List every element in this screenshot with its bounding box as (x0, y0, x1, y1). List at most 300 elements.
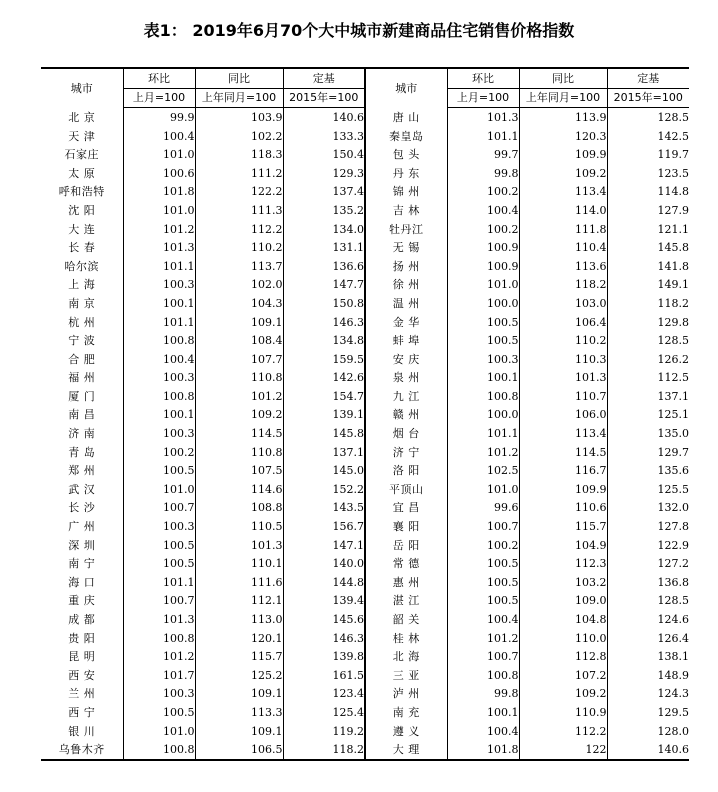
fixed-cell: 114.8 (607, 183, 689, 202)
fixed-cell: 118.2 (283, 740, 365, 760)
fixed-cell: 133.3 (283, 127, 365, 146)
mom-cell: 100.5 (123, 536, 195, 555)
mom-cell: 101.2 (447, 629, 519, 648)
mom-cell: 101.3 (123, 238, 195, 257)
yoy-cell: 107.5 (195, 461, 283, 480)
fixed-cell: 127.9 (607, 201, 689, 220)
yoy-cell: 102.2 (195, 127, 283, 146)
mom-cell: 100.5 (123, 703, 195, 722)
mom-cell: 100.8 (123, 740, 195, 760)
city-name-cell: 遵 义 (365, 722, 447, 741)
fixed-cell: 145.8 (607, 238, 689, 257)
yoy-cell: 112.2 (195, 220, 283, 239)
fixed-cell: 147.7 (283, 276, 365, 295)
yoy-cell: 116.7 (519, 461, 607, 480)
city-name-cell: 秦皇岛 (365, 127, 447, 146)
mom-cell: 100.8 (123, 629, 195, 648)
yoy-cell: 113.3 (195, 703, 283, 722)
city-name-cell: 惠 州 (365, 573, 447, 592)
table-row (41, 685, 689, 704)
mom-cell: 102.5 (447, 461, 519, 480)
mom-cell: 100.2 (447, 183, 519, 202)
city-name-cell: 杭 州 (68, 315, 96, 329)
fixed-cell: 140.0 (283, 554, 365, 573)
fixed-cell: 154.7 (283, 387, 365, 406)
city-name-cell: 宁 波 (68, 334, 96, 348)
yoy-cell: 111.3 (195, 201, 283, 220)
city-name-cell: 蚌 埠 (365, 331, 447, 350)
city-name-cell: 乌鲁木齐 (41, 740, 123, 760)
city-name-cell: 烟 台 (365, 424, 447, 443)
mom-cell: 100.1 (447, 369, 519, 388)
table-row (41, 461, 689, 480)
table-row (41, 220, 689, 239)
fixed-cell: 136.8 (607, 573, 689, 592)
yoy-cell: 111.8 (519, 220, 607, 239)
yoy-cell: 114.6 (195, 480, 283, 499)
table-title: 表1： 2019年6月70个大中城市新建商品住宅销售价格指数 (143, 21, 575, 40)
fixed-cell: 123.4 (283, 685, 365, 704)
mom-cell: 101.0 (447, 480, 519, 499)
fixed-cell: 128.5 (607, 108, 689, 127)
header-city: 城市 (365, 68, 447, 108)
header-mom-base: 上月=100 (123, 88, 195, 108)
city-name-cell: 牡丹江 (365, 220, 447, 239)
fixed-cell: 136.6 (283, 257, 365, 276)
table-row (41, 331, 689, 350)
city-name-cell: 泉 州 (365, 369, 447, 388)
mom-cell: 100.4 (447, 722, 519, 741)
table-body (41, 108, 689, 760)
mom-cell: 101.1 (447, 424, 519, 443)
yoy-cell: 111.6 (195, 573, 283, 592)
yoy-cell: 109.1 (195, 313, 283, 332)
city-name-cell: 赣 州 (365, 406, 447, 425)
mom-cell: 101.3 (123, 610, 195, 629)
table-row (41, 480, 689, 499)
table-row (41, 387, 689, 406)
fixed-cell: 129.3 (283, 164, 365, 183)
table-header (41, 68, 689, 108)
yoy-cell: 104.9 (519, 536, 607, 555)
header-fixed-base: 2015年=100 (607, 88, 689, 108)
fixed-cell: 128.5 (607, 331, 689, 350)
fixed-cell: 132.0 (607, 499, 689, 518)
table-row (41, 722, 689, 741)
table-row (41, 629, 689, 648)
mom-cell: 101.2 (123, 647, 195, 666)
mom-cell: 101.2 (447, 443, 519, 462)
city-name-cell: 贵 阳 (68, 631, 96, 645)
yoy-cell: 112.1 (195, 592, 283, 611)
mom-cell: 101.1 (123, 573, 195, 592)
header-yoy: 同比 (195, 68, 283, 88)
table-row (41, 127, 689, 146)
city-name-cell: 兰 州 (68, 687, 96, 701)
mom-cell: 100.2 (447, 536, 519, 555)
table-row (41, 350, 689, 369)
mom-cell: 100.1 (123, 294, 195, 313)
mom-cell: 101.0 (447, 276, 519, 295)
fixed-cell: 135.6 (607, 461, 689, 480)
mom-cell: 100.5 (447, 573, 519, 592)
fixed-cell: 128.0 (607, 722, 689, 741)
city-name-cell: 宜 昌 (365, 499, 447, 518)
mom-cell: 101.2 (123, 220, 195, 239)
city-name-cell: 南 昌 (68, 408, 96, 422)
yoy-cell: 110.2 (195, 238, 283, 257)
table-row (41, 554, 689, 573)
yoy-cell: 113.6 (519, 257, 607, 276)
city-name-cell: 青 岛 (68, 445, 96, 459)
city-name-cell: 济 宁 (365, 443, 447, 462)
city-name-cell: 呼和浩特 (58, 185, 105, 199)
header-mom-base: 上月=100 (447, 88, 519, 108)
yoy-cell: 101.3 (195, 536, 283, 555)
fixed-cell: 146.3 (283, 313, 365, 332)
city-name-cell: 太 原 (68, 166, 96, 180)
mom-cell: 99.6 (447, 499, 519, 518)
fixed-cell: 123.5 (607, 164, 689, 183)
yoy-cell: 109.1 (195, 685, 283, 704)
yoy-cell: 109.9 (519, 480, 607, 499)
yoy-cell: 113.4 (519, 183, 607, 202)
fixed-cell: 156.7 (283, 517, 365, 536)
yoy-cell: 101.3 (519, 369, 607, 388)
mom-cell: 100.0 (447, 294, 519, 313)
mom-cell: 100.5 (123, 554, 195, 573)
mom-cell: 100.8 (123, 387, 195, 406)
mom-cell: 100.5 (447, 331, 519, 350)
fixed-cell: 125.5 (607, 480, 689, 499)
mom-cell: 100.1 (123, 406, 195, 425)
fixed-cell: 139.4 (283, 592, 365, 611)
mom-cell: 100.3 (123, 276, 195, 295)
mom-cell: 100.4 (447, 201, 519, 220)
yoy-cell: 101.2 (195, 387, 283, 406)
yoy-cell: 109.9 (519, 145, 607, 164)
city-name-cell: 安 庆 (365, 350, 447, 369)
city-name-cell: 天 津 (68, 129, 96, 143)
city-name-cell: 成 都 (68, 613, 96, 627)
city-name-cell: 武 汉 (68, 482, 96, 496)
table-row (41, 740, 689, 760)
mom-cell: 100.2 (447, 220, 519, 239)
yoy-cell: 109.2 (519, 685, 607, 704)
yoy-cell: 110.2 (519, 331, 607, 350)
fixed-cell: 139.1 (283, 406, 365, 425)
fixed-cell: 142.6 (283, 369, 365, 388)
fixed-cell: 127.8 (607, 517, 689, 536)
fixed-cell: 122.9 (607, 536, 689, 555)
yoy-cell: 108.8 (195, 499, 283, 518)
table-row (41, 610, 689, 629)
table-row (41, 647, 689, 666)
yoy-cell: 106.0 (519, 406, 607, 425)
fixed-cell: 140.6 (607, 740, 689, 760)
city-name-cell: 北 京 (68, 110, 96, 124)
table-row (41, 276, 689, 295)
mom-cell: 100.8 (447, 666, 519, 685)
city-name-cell: 深 圳 (68, 538, 96, 552)
yoy-cell: 125.2 (195, 666, 283, 685)
city-name-cell: 西 宁 (68, 705, 96, 719)
mom-cell: 101.0 (123, 201, 195, 220)
city-name-cell: 济 南 (68, 427, 96, 441)
table-row (41, 499, 689, 518)
mom-cell: 100.3 (123, 424, 195, 443)
yoy-cell: 110.5 (195, 517, 283, 536)
fixed-cell: 161.5 (283, 666, 365, 685)
header-yoy-base: 上年同月=100 (519, 88, 607, 108)
yoy-cell: 103.2 (519, 573, 607, 592)
mom-cell: 99.7 (447, 145, 519, 164)
yoy-cell: 110.1 (195, 554, 283, 573)
fixed-cell: 159.5 (283, 350, 365, 369)
yoy-cell: 113.9 (519, 108, 607, 127)
yoy-cell: 122 (519, 740, 607, 760)
table-row (41, 313, 689, 332)
price-index-table (41, 67, 689, 761)
fixed-cell: 141.8 (607, 257, 689, 276)
fixed-cell: 131.1 (283, 238, 365, 257)
city-name-cell: 石家庄 (64, 148, 99, 162)
fixed-cell: 152.2 (283, 480, 365, 499)
city-name-cell: 桂 林 (365, 629, 447, 648)
yoy-cell: 110.8 (195, 369, 283, 388)
table-row (41, 164, 689, 183)
city-name-cell: 北 海 (365, 647, 447, 666)
yoy-cell: 112.8 (519, 647, 607, 666)
yoy-cell: 110.8 (195, 443, 283, 462)
city-name-cell: 福 州 (68, 371, 96, 385)
yoy-cell: 113.4 (519, 424, 607, 443)
mom-cell: 99.9 (123, 108, 195, 127)
mom-cell: 101.7 (123, 666, 195, 685)
yoy-cell: 109.2 (519, 164, 607, 183)
fixed-cell: 135.0 (607, 424, 689, 443)
table-row (41, 201, 689, 220)
city-name-cell: 金 华 (365, 313, 447, 332)
fixed-cell: 137.1 (283, 443, 365, 462)
table-row (41, 294, 689, 313)
fixed-cell: 139.8 (283, 647, 365, 666)
fixed-cell: 138.1 (607, 647, 689, 666)
yoy-cell: 104.8 (519, 610, 607, 629)
city-name-cell: 合 肥 (68, 352, 96, 366)
yoy-cell: 113.0 (195, 610, 283, 629)
fixed-cell: 143.5 (283, 499, 365, 518)
yoy-cell: 114.0 (519, 201, 607, 220)
mom-cell: 100.5 (447, 554, 519, 573)
fixed-cell: 124.3 (607, 685, 689, 704)
fixed-cell: 126.2 (607, 350, 689, 369)
mom-cell: 101.1 (447, 127, 519, 146)
city-name-cell: 吉 林 (365, 201, 447, 220)
mom-cell: 100.5 (447, 592, 519, 611)
city-name-cell: 韶 关 (365, 610, 447, 629)
table-row (41, 406, 689, 425)
yoy-cell: 113.7 (195, 257, 283, 276)
fixed-cell: 150.4 (283, 145, 365, 164)
table-row (41, 145, 689, 164)
mom-cell: 99.8 (447, 685, 519, 704)
header-fixed: 定基 (607, 68, 689, 88)
fixed-cell: 145.8 (283, 424, 365, 443)
city-name-cell: 哈尔滨 (64, 259, 99, 273)
city-name-cell: 南 充 (365, 703, 447, 722)
mom-cell: 100.5 (447, 313, 519, 332)
yoy-cell: 114.5 (195, 424, 283, 443)
city-name-cell: 西 安 (68, 668, 96, 682)
table-row (41, 703, 689, 722)
table-row (41, 536, 689, 555)
mom-cell: 100.1 (447, 703, 519, 722)
fixed-cell: 142.5 (607, 127, 689, 146)
fixed-cell: 145.6 (283, 610, 365, 629)
fixed-cell: 149.1 (607, 276, 689, 295)
yoy-cell: 103.9 (195, 108, 283, 127)
header-mom: 环比 (447, 68, 519, 88)
mom-cell: 101.1 (123, 257, 195, 276)
mom-cell: 100.7 (123, 592, 195, 611)
fixed-cell: 112.5 (607, 369, 689, 388)
yoy-cell: 109.2 (195, 406, 283, 425)
yoy-cell: 120.3 (519, 127, 607, 146)
fixed-cell: 126.4 (607, 629, 689, 648)
mom-cell: 100.8 (123, 331, 195, 350)
yoy-cell: 110.7 (519, 387, 607, 406)
city-name-cell: 昆 明 (68, 650, 96, 664)
city-name-cell: 徐 州 (365, 276, 447, 295)
city-name-cell: 海 口 (68, 575, 96, 589)
mom-cell: 99.8 (447, 164, 519, 183)
city-name-cell: 洛 阳 (365, 461, 447, 480)
city-name-cell: 长 春 (68, 241, 96, 255)
mom-cell: 100.7 (447, 517, 519, 536)
yoy-cell: 115.7 (519, 517, 607, 536)
fixed-cell: 150.8 (283, 294, 365, 313)
fixed-cell: 145.0 (283, 461, 365, 480)
fixed-cell: 118.2 (607, 294, 689, 313)
table-row (41, 573, 689, 592)
mom-cell: 100.3 (447, 350, 519, 369)
mom-cell: 101.1 (123, 313, 195, 332)
fixed-cell: 146.3 (283, 629, 365, 648)
mom-cell: 101.8 (123, 183, 195, 202)
city-name-cell: 九 江 (365, 387, 447, 406)
yoy-cell: 110.4 (519, 238, 607, 257)
yoy-cell: 110.6 (519, 499, 607, 518)
mom-cell: 101.0 (123, 145, 195, 164)
yoy-cell: 120.1 (195, 629, 283, 648)
city-name-cell: 扬 州 (365, 257, 447, 276)
yoy-cell: 109.1 (195, 722, 283, 741)
fixed-cell: 148.9 (607, 666, 689, 685)
mom-cell: 100.4 (447, 610, 519, 629)
city-name-cell: 银 川 (68, 724, 96, 738)
mom-cell: 101.0 (123, 480, 195, 499)
yoy-cell: 106.4 (519, 313, 607, 332)
city-name-cell: 温 州 (365, 294, 447, 313)
city-name-cell: 泸 州 (365, 685, 447, 704)
fixed-cell: 127.2 (607, 554, 689, 573)
mom-cell: 100.9 (447, 238, 519, 257)
fixed-cell: 137.1 (607, 387, 689, 406)
mom-cell: 100.8 (447, 387, 519, 406)
yoy-cell: 104.3 (195, 294, 283, 313)
header-yoy: 同比 (519, 68, 607, 88)
yoy-cell: 115.7 (195, 647, 283, 666)
fixed-cell: 144.8 (283, 573, 365, 592)
table-row (41, 666, 689, 685)
city-name-cell: 大 理 (365, 740, 447, 760)
city-name-cell: 大 连 (68, 222, 96, 236)
city-name-cell: 平顶山 (365, 480, 447, 499)
fixed-cell: 135.2 (283, 201, 365, 220)
mom-cell: 100.6 (123, 164, 195, 183)
yoy-cell: 118.3 (195, 145, 283, 164)
mom-cell: 100.7 (447, 647, 519, 666)
mom-cell: 100.7 (123, 499, 195, 518)
fixed-cell: 134.0 (283, 220, 365, 239)
fixed-cell: 134.8 (283, 331, 365, 350)
fixed-cell: 119.7 (607, 145, 689, 164)
city-name-cell: 厦 门 (68, 389, 96, 403)
fixed-cell: 125.4 (283, 703, 365, 722)
city-name-cell: 长 沙 (68, 501, 96, 515)
fixed-cell: 125.1 (607, 406, 689, 425)
fixed-cell: 129.7 (607, 443, 689, 462)
city-name-cell: 上 海 (68, 278, 96, 292)
header-mom: 环比 (123, 68, 195, 88)
mom-cell: 100.9 (447, 257, 519, 276)
fixed-cell: 128.5 (607, 592, 689, 611)
table-row (41, 238, 689, 257)
header-city: 城市 (41, 68, 123, 108)
table-row (41, 108, 689, 127)
city-name-cell: 襄 阳 (365, 517, 447, 536)
yoy-cell: 107.7 (195, 350, 283, 369)
city-name-cell: 唐 山 (365, 108, 447, 127)
yoy-cell: 109.0 (519, 592, 607, 611)
city-name-cell: 岳 阳 (365, 536, 447, 555)
mom-cell: 101.3 (447, 108, 519, 127)
header-fixed-base: 2015年=100 (283, 88, 365, 108)
yoy-cell: 102.0 (195, 276, 283, 295)
mom-cell: 100.3 (123, 517, 195, 536)
yoy-cell: 110.3 (519, 350, 607, 369)
table-row (41, 183, 689, 202)
fixed-cell: 137.4 (283, 183, 365, 202)
city-name-cell: 南 京 (68, 296, 96, 310)
table-row (41, 424, 689, 443)
yoy-cell: 122.2 (195, 183, 283, 202)
yoy-cell: 107.2 (519, 666, 607, 685)
fixed-cell: 129.8 (607, 313, 689, 332)
mom-cell: 100.5 (123, 461, 195, 480)
mom-cell: 100.4 (123, 127, 195, 146)
fixed-cell: 129.5 (607, 703, 689, 722)
mom-cell: 100.0 (447, 406, 519, 425)
fixed-cell: 147.1 (283, 536, 365, 555)
yoy-cell: 108.4 (195, 331, 283, 350)
yoy-cell: 114.5 (519, 443, 607, 462)
city-name-cell: 南 宁 (68, 557, 96, 571)
city-name-cell: 沈 阳 (68, 203, 96, 217)
mom-cell: 100.2 (123, 443, 195, 462)
city-name-cell: 三 亚 (365, 666, 447, 685)
